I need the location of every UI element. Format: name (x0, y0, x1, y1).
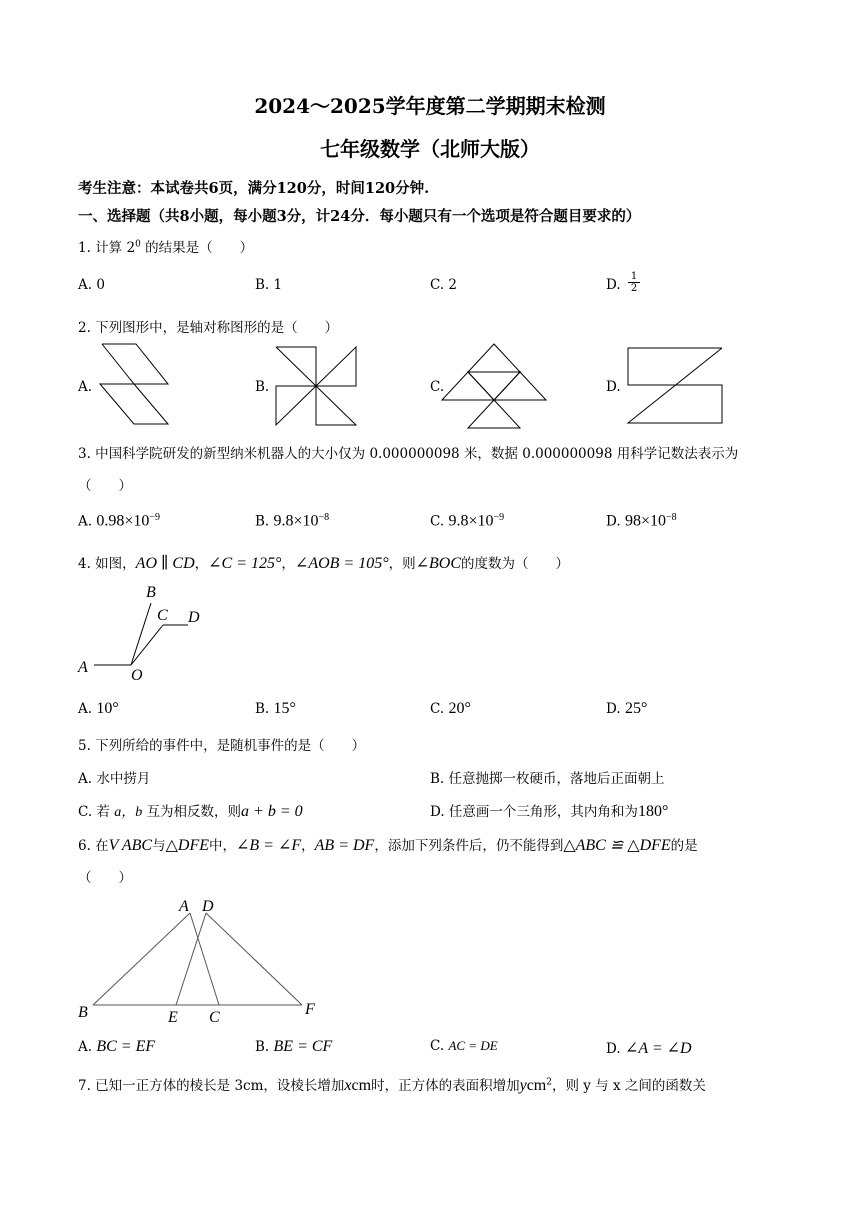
q1-option-c: C. 2 (430, 277, 458, 293)
q4-label-d: D (188, 609, 200, 626)
section-heading: 一、选择题（共8小题，每小题3分，计24分．每小题只有一个选项是符合题目要求的） (78, 208, 641, 225)
q6-label-a: A (179, 898, 189, 915)
q1-option-b: B. 1 (255, 277, 283, 293)
q3-option-b: B. $9.8\times 10^{-8}$ (255, 512, 330, 530)
q5-option-b: B. 任意抛掷一枚硬币，落地后正面朝上 (430, 771, 665, 787)
question-2-stem: 2. 下列图形中，是轴对称图形的是（ ） (78, 320, 339, 336)
q5-option-c: C. 若 a，b 互为相反数，则a + b = 0 (78, 803, 303, 820)
q6-option-d: D. ∠A = ∠D (606, 1040, 692, 1057)
q4-label-a: A (78, 659, 88, 676)
q1-option-a: A. 0 (78, 277, 105, 293)
q4-label-b: B (146, 584, 156, 601)
q4-option-b: B. 15° (255, 700, 296, 717)
q6-label-d: D (202, 898, 214, 915)
question-6-stem: 6. 在V ABC与△DFE中，∠B = ∠F，AB = DF，添加下列条件后，仍不能得到△ABC ≌ △DFE的是 (78, 837, 698, 854)
q2-label-a: A. (78, 379, 93, 395)
q2-figure-b (276, 347, 356, 425)
q2-figure-c (442, 344, 546, 428)
q6-option-c: C. AC = DE (430, 1038, 498, 1054)
q4-label-o: O (131, 667, 143, 684)
q6-figure (93, 913, 302, 1005)
q3-option-a: A. $0.98\times 10^{-9}$ (78, 512, 161, 530)
q6-option-b: B. BE = CF (255, 1038, 333, 1055)
q6-label-c: C (209, 1009, 220, 1026)
q5-option-a: A. 水中捞月 (78, 771, 151, 787)
q4-figure (94, 603, 188, 665)
q2-figure-a (100, 344, 168, 424)
q6-label-e: E (168, 1009, 178, 1026)
exam-notice: 考生注意：本试卷共6页，满分120分，时间120分钟. (78, 180, 430, 197)
q4-label-c: C (157, 607, 168, 624)
q4-option-a: A. 10° (78, 700, 119, 717)
question-3-stem-cont: （ ） (78, 478, 132, 494)
q2-label-b: B. (255, 379, 270, 395)
q1-fraction: 1 2 (628, 271, 640, 295)
q2-figure-d (628, 348, 722, 423)
q4-option-d: D. 25° (606, 700, 648, 717)
question-7-stem: 7. 已知一正方体的棱长是 3cm，设棱长增加xcm时，正方体的表面积增加ycm$^2$，则 y 与 x 之间的函数关 (78, 1077, 706, 1094)
page-subtitle: 七年级数学（北师大版） (320, 137, 540, 161)
q5-option-d: D. 任意画一个三角形，其内角和为180° (430, 803, 669, 820)
question-6-stem-cont: （ ） (78, 870, 132, 886)
question-1-stem: 1. 计算 $2^0$ 的结果是（ ） (78, 239, 254, 256)
question-3-stem: 3. 中国科学院研发的新型纳米机器人的大小仅为 0.000000098 米，数据 0.000000098 用科学记数法表示为 (78, 446, 739, 462)
page-title: 2024～2025学年度第二学期期末检测 (254, 94, 606, 118)
question-4-stem: 4. 如图，AO ∥ CD，∠C = 125°，∠AOB = 105°，则∠BOC的度数为（ ） (78, 555, 570, 572)
q6-option-a: A. BC = EF (78, 1038, 156, 1055)
q2-label-c: C. (430, 379, 445, 395)
q4-option-c: C. 20° (430, 700, 471, 717)
q3-option-c: C. $9.8\times 10^{-9}$ (430, 512, 505, 530)
q2-label-d: D. (606, 379, 621, 395)
q6-label-b: B (78, 1004, 88, 1021)
q6-label-f: F (305, 1001, 315, 1018)
question-5-stem: 5. 下列所给的事件中，是随机事件的是（ ） (78, 738, 366, 754)
q1-option-d: D. (606, 277, 621, 293)
q3-option-d: D. $98\times 10^{-8}$ (606, 512, 677, 530)
